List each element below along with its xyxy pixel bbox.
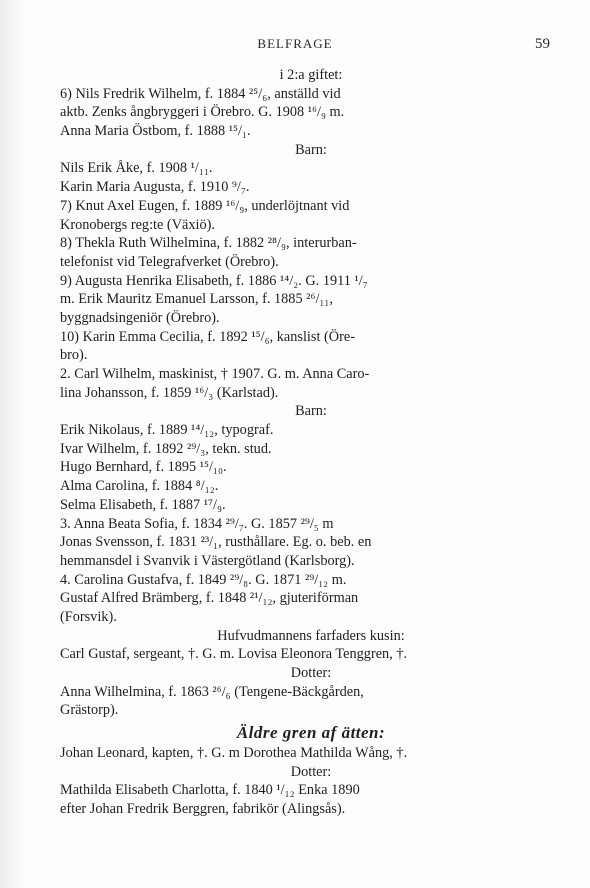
text-line: Jonas Svensson, f. 1831 ²³/₁, rusthållare. Eg. o. beb. en [60, 534, 372, 551]
text-line: Dotter: [290, 665, 332, 681]
running-title: BELFRAGE [257, 36, 333, 51]
text-line: Selma Elisabeth, f. 1887 ¹⁷/₉. [60, 496, 226, 513]
genealogy-text-body [60, 66, 562, 819]
text-line: telefonist vid Telegrafverket (Örebro). [60, 253, 279, 270]
text-line: lina Johansson, f. 1859 ¹⁶/₃ (Karlstad). [60, 384, 279, 401]
text-line: Dotter: [290, 763, 332, 780]
section-heading: Äldre gren af ätten: [236, 723, 386, 743]
text-line: Hugo Bernhard, f. 1895 ¹⁵/₁₀. [60, 459, 227, 476]
text-line: bro). [60, 347, 88, 364]
text-line: (Forsvik). [60, 608, 117, 625]
text-line: Barn: [295, 141, 327, 158]
text-line: m. Erik Mauritz Emanuel Larsson, f. 1885 ²⁶/₁₁, [60, 291, 333, 308]
text-line: Johan Leonard, kapten, †. G. m Dorothea Mathilda Wång, †. [60, 745, 408, 762]
text-line: Kronobergs reg:te (Växiö). [60, 216, 215, 233]
text-line: 3. Anna Beata Sofia, f. 1834 ²⁹/₇. G. 1857 ²⁹/₅ m [60, 515, 334, 532]
text-line: 2. Carl Wilhelm, maskinist, † 1907. G. m. Anna Caro- [60, 366, 370, 382]
text-line: 10) Karin Emma Cecilia, f. 1892 ¹⁵/₆, kanslist (Öre- [60, 328, 355, 345]
text-line: Mathilda Elisabeth Charlotta, f. 1840 ¹/₁₂ Enka 1890 [60, 782, 360, 799]
text-line: Grästorp). [60, 702, 119, 719]
text-line: Anna Maria Östbom, f. 1888 ¹⁵/₁. [60, 123, 251, 140]
text-line: Anna Wilhelmina, f. 1863 ²⁶/₆ (Tengene-Bäckgården, [60, 683, 364, 700]
text-line: Ivar Wilhelm, f. 1892 ²⁹/₃, tekn. stud. [60, 440, 272, 457]
page-gutter-shadow [0, 0, 26, 888]
text-line: 7) Knut Axel Eugen, f. 1889 ¹⁶/₉, underlöjtnant vid [60, 197, 350, 214]
text-line: aktb. Zenks ångbryggeri i Örebro. G. 1908 ¹⁶/₉ m. [60, 104, 345, 121]
text-line: i 2:a giftet: [279, 67, 343, 83]
text-line: Karin Maria Augusta, f. 1910 ⁹/₇. [60, 179, 250, 196]
text-line: 6) Nils Fredrik Wilhelm, f. 1884 ²⁵/₆, anställd vid [60, 85, 341, 102]
text-line: Nils Erik Åke, f. 1908 ¹/₁₁. [60, 160, 213, 177]
text-line: 8) Thekla Ruth Wilhelmina, f. 1882 ²⁸/₉, interurban- [60, 235, 357, 252]
text-line: byggnadsingeniör (Örebro). [60, 309, 220, 326]
page-header [0, 36, 590, 58]
text-line: hemmansdel i Svanvik i Västergötland (Karlsborg). [60, 552, 355, 569]
text-line: Carl Gustaf, sergeant, †. G. m. Lovisa Eleonora Tenggren, †. [60, 646, 408, 663]
text-line: Barn: [295, 403, 327, 420]
text-line: Alma Carolina, f. 1884 ⁸/₁₂. [60, 478, 219, 495]
text-line: Erik Nikolaus, f. 1889 ¹⁴/₁₂, typograf. [60, 422, 274, 439]
page-number: 59 [535, 36, 550, 52]
text-line: efter Johan Fredrik Berggren, fabrikör (Alingsås). [60, 801, 346, 818]
text-line: 9) Augusta Henrika Elisabeth, f. 1886 ¹⁴/₂. G. 1911 ¹/₇ [60, 272, 368, 289]
text-line: Gustaf Alfred Brämberg, f. 1848 ²¹/₁₂, gjuteriförman [60, 590, 359, 607]
text-line: Hufvudmannens farfaders kusin: [217, 627, 405, 644]
text-line: 4. Carolina Gustafva, f. 1849 ²⁹/₈. G. 1871 ²⁹/₁₂ m. [60, 571, 347, 588]
